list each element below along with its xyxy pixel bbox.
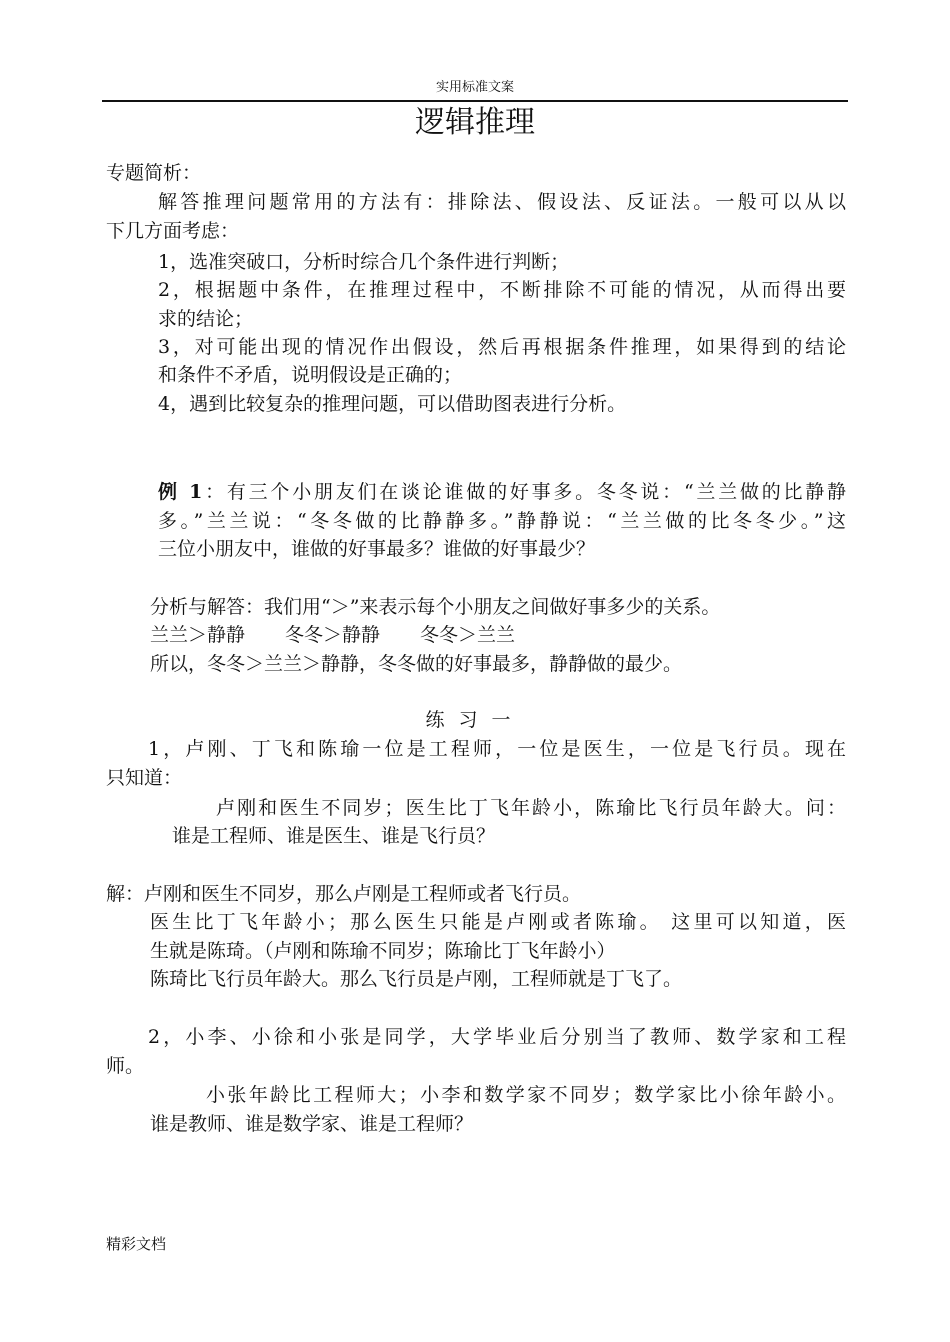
method-item-1: 1，选准突破口，分析时综合几个条件进行判断； — [158, 251, 570, 273]
method-item-2-line2: 求的结论； — [158, 308, 254, 330]
method-item-4: 4，遇到比较复杂的推理问题，可以借助图表进行分析。 — [158, 393, 627, 415]
exercise-heading: 练习一 — [425, 709, 525, 731]
relation-1: 兰兰＞静静 — [150, 624, 246, 646]
question-1-conditions-line1: 卢刚和医生不同岁；医生比丁飞年龄小，陈瑜比飞行员年龄大。问： — [216, 797, 846, 819]
method-item-3-line1: 3，对可能出现的情况作出假设，然后再根据条件推理，如果得到的结论 — [158, 336, 846, 358]
header-rule — [102, 100, 848, 102]
intro-paragraph-line1: 解答推理问题常用的方法有：排除法、假设法、反证法。一般可以从以 — [158, 191, 846, 213]
intro-heading: 专题简析： — [106, 162, 202, 184]
example-1-line1 — [158, 479, 846, 505]
question-1-line2: 只知道： — [106, 767, 183, 789]
question-2-conditions-line2: 谁是教师、谁是数学家、谁是工程师？ — [150, 1113, 474, 1135]
intro-paragraph-line2: 下几方面考虑： — [106, 220, 240, 242]
analysis-conclusion: 所以，冬冬＞兰兰＞静静，冬冬做的好事最多，静静做的最少。 — [150, 653, 683, 675]
analysis-line1: 分析与解答：我们用“＞”来表示每个小朋友之间做好事多少的关系。 — [150, 596, 721, 618]
solution-line3: 生就是陈琦。（卢刚和陈瑜不同岁；陈瑜比丁飞年龄小） — [150, 940, 616, 962]
method-item-3-line2: 和条件不矛盾，说明假设是正确的； — [158, 364, 463, 386]
example-1-line2: 多。”兰兰说：“冬冬做的比静静多。”静静说：“兰兰做的比冬冬少。”这 — [158, 510, 846, 532]
relation-2: 冬冬＞静静 — [285, 624, 381, 646]
question-1-conditions-line2: 谁是工程师、谁是医生、谁是飞行员？ — [172, 825, 496, 847]
analysis-relations — [150, 622, 515, 648]
example-label: 例 1 — [158, 481, 203, 503]
relation-3: 冬冬＞兰兰 — [420, 624, 516, 646]
question-2-line1: 2，小李、小徐和小张是同学，大学毕业后分别当了教师、数学家和工程 — [148, 1026, 846, 1048]
page-footer: 精彩文档 — [106, 1235, 167, 1253]
question-2-conditions-line1: 小张年龄比工程师大；小李和数学家不同岁；数学家比小徐年龄小。 — [206, 1084, 846, 1106]
example-1-line3: 三位小朋友中，谁做的好事最多？谁做的好事最少？ — [158, 538, 596, 560]
solution-line4: 陈琦比飞行员年龄大。那么飞行员是卢刚，工程师就是丁飞了。 — [150, 968, 683, 990]
solution-line1: 解：卢刚和医生不同岁，那么卢刚是工程师或者飞行员。 — [106, 883, 582, 905]
method-item-2-line1: 2，根据题中条件，在推理过程中，不断排除不可能的情况，从而得出要 — [158, 279, 846, 301]
document-title: 逻辑推理 — [415, 105, 535, 140]
example-line1-text: ：有三个小朋友们在谈论谁做的好事多。冬冬说：“兰兰做的比静静 — [202, 481, 847, 503]
question-1-line1: 1，卢刚、丁飞和陈瑜一位是工程师，一位是医生，一位是飞行员。现在 — [148, 738, 846, 760]
solution-line2: 医生比丁飞年龄小；那么医生只能是卢刚或者陈瑜。 这里可以知道，医 — [150, 911, 846, 933]
question-2-line2: 师。 — [106, 1055, 145, 1077]
page-header: 实用标准文案 — [435, 80, 514, 95]
